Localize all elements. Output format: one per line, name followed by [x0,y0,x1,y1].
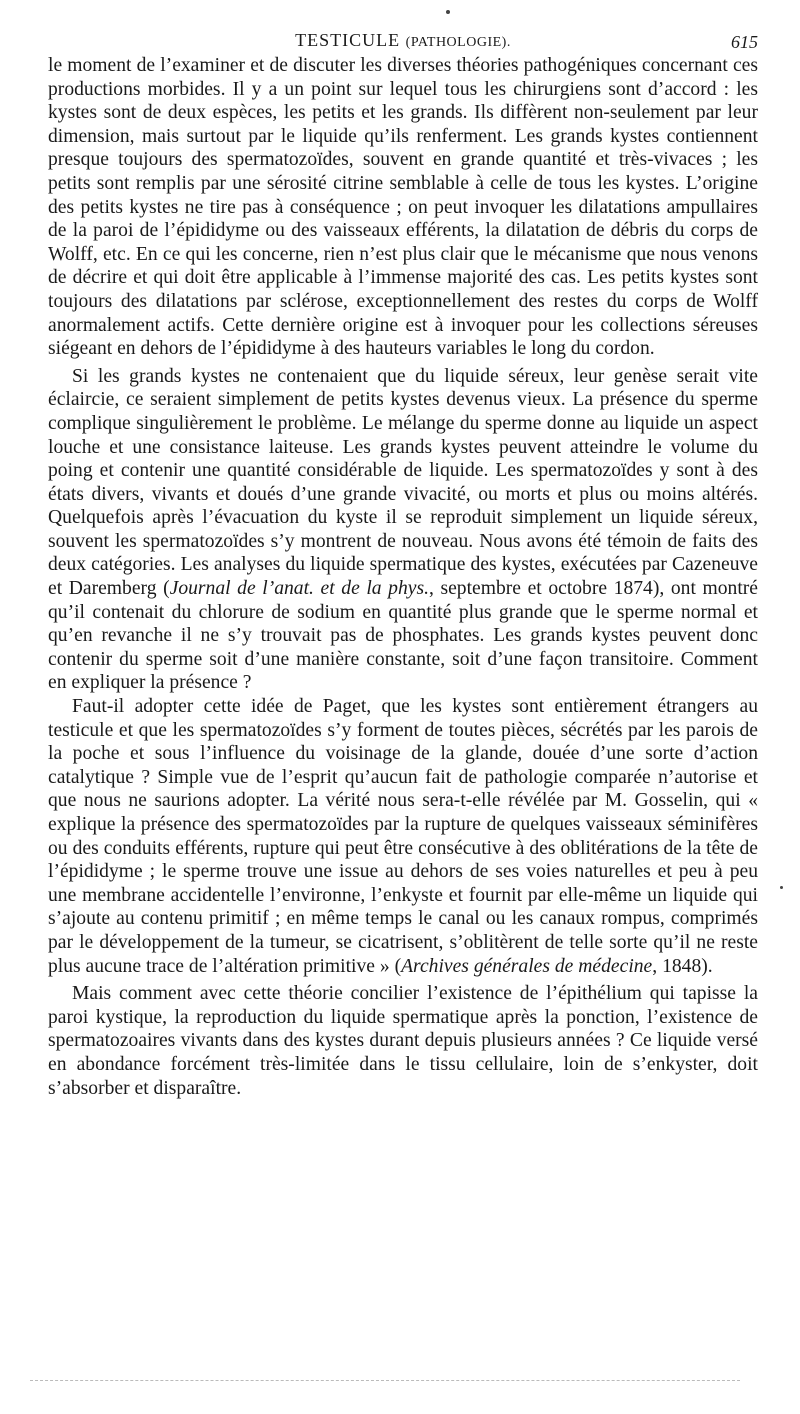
print-speck [446,10,450,14]
paragraph-4: Mais comment avec cette théorie concilier l’existence de l’épithélium qui tapisse la paroi kystique, la reproduction du liquide spermatique après la ponction, l’existence de spermatozoaires vivants dans des kystes durant depuis plusieurs années ? Ce liquide versé en abondance forcément très-limitée dans le tissu cellulaire, loin de s’enkyster, doit s’absorber et disparaître. [48,983,758,1099]
citation-archives: Archives générales de médecine [401,955,653,977]
paragraph-2-tail: , septembre et octobre 1874), ont montré qu’il contenait du chlorure de sodium en quantité plus grande que le sperme normal et qu’en revanche il ne s’y trouvait pas de phosphates. Les grands kystes peuvent donc contenir du sperme soit d’une manière constante, soit d’une façon transitoire. Comment en expliquer la présence ? [48,578,758,694]
print-speck [780,886,783,889]
bottom-edge-rule [30,1380,740,1383]
running-title [48,30,758,51]
paragraph-2-text: Si les grands kystes ne contenaient que du liquide séreux, leur genèse serait vite éclaircie, ce seraient simplement de petits kystes devenus vieux. La présence du sperme complique singulièrement le problème. Le mélange du sperme donne au liquide un aspect louche et une consistance laiteuse. Les grands kystes peuvent atteindre le volume du poing et contenir une quantité considérable de liquide. Les spermatozoïdes y sont à des états divers, vivants et doués d’une grande vivacité, ou morts et plus ou moins altérés. Quelquefois après l’évacuation du kyste il se reproduit simplement un liquide séreux, souvent les spermatozoïdes s’y montrent de nouveau. Nous avons été témoin de faits des deux catégories. Les analyses du liquide spermatique des kystes, exécutées par Cazeneuve et Daremberg ( [48,365,758,600]
paragraph-3-tail: , 1848). [652,955,713,977]
running-title-main: TESTICULE [295,30,401,50]
paragraph-1: le moment de l’examiner et de discuter les diverses théories pathogéniques concernant ces productions morbides. Il y a un point sur lequel tous les chirurgiens sont d’accord : les kystes sont de deux espèces, les petits et les grands. Ils diffèrent non-seulement par leur dimension, mais surtout par le liquide qu’ils renferment. Les grands kystes contiennent presque toujours des spermatozoïdes, souvent en grande quantité et très-vivaces ; les petits sont remplis par une sérosité citrine semblable à celle de tous les kystes. L’origine des petits kystes ne tire pas à conséquence ; on peut invoquer les dilatations ampullaires de la paroi de l’épididyme ou des vaisseaux efférents, la dilatation de débris du corps de Wolff, etc. En ce qui les concerne, rien n’est plus clair que le mécanisme que nous venons de décrire et qui doit être applicable à l’immense majorité des cas. Les petits kystes sont toujours des dilatations par sclérose, exceptionnellement des restes du corps de Wolff anormalement actifs. Cette dernière origine est à invoquer pour les collections séreuses siégeant en dehors de l’épididyme à des hauteurs variables le long du cordon. [48,55,758,360]
paragraph-3 [48,695,758,978]
citation-journal: Journal de l’anat. et de la phys. [169,578,429,600]
paragraph-3-text: Faut-il adopter cette idée de Paget, que les kystes sont entièrement étrangers au testicule et que les spermatozoïdes s’y forment de toutes pièces, sécrétés par les parois de la poche et sous l’influence du voisinage de la glande, douée d’une sorte d’action catalytique ? Simple vue de l’esprit qu’aucun fait de pathologie comparée n’autorise et que nous ne saurions adopter. La vérité nous sera-t-elle révélée par M. Gosselin, qui « explique la présence des spermatozoïdes par la rupture de quelques vaisseaux séminifères ou des conduits efférents, rupture qui peut être consécutive à des oblitérations de la tête de l’épididyme ; le sperme trouve une issue au dehors de ses voies naturelles et peu à peu une membrane accidentelle l’environne, l’enkyste et fournit par elle-même un liquide qui s’ajoute au contenu primitif ; en même temps le canal ou les canaux rompus, comprimés par le développement de la tumeur, se cicatrisent, s’oblitèrent de telle sorte qu’il ne reste plus aucune trace de l’altération primitive » ( [48,696,758,977]
paragraph-2 [48,365,758,695]
document-page [48,28,758,1100]
page-number: 615 [731,32,758,52]
running-head [48,28,758,52]
running-title-subtitle: (PATHOLOGIE). [405,35,511,50]
